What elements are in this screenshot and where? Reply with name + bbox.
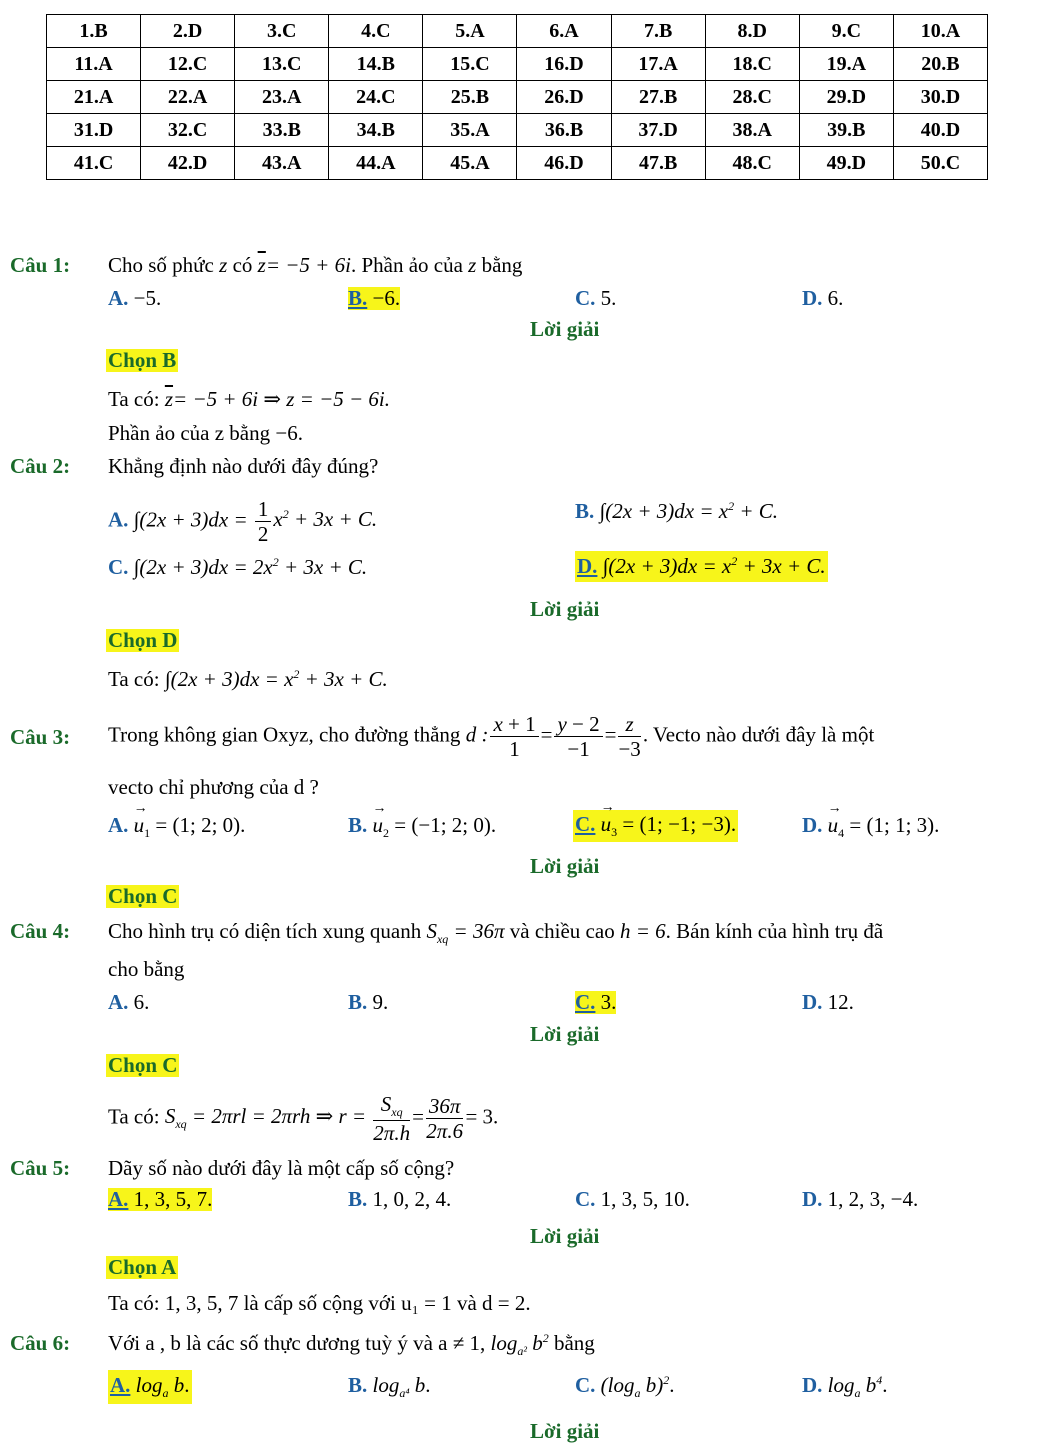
option-c-correct: C. 3. (575, 990, 617, 1014)
solution-line: Ta có: $\int(2x + 3)dx = x^2 + 3x + C$. (108, 667, 388, 691)
q1-var-z: z (219, 253, 228, 277)
answer-cell: 11.A (47, 48, 141, 81)
answer-cell: 1.B (47, 15, 141, 48)
answer-cell: 30.D (893, 81, 987, 114)
answer-cell: 14.B (329, 48, 423, 81)
question-label: Câu 2: (10, 454, 71, 478)
solution-line: Phần ảo của z bằng −6. (108, 421, 303, 445)
question-label: Câu 5: (10, 1156, 71, 1180)
answer-cell: 6.A (517, 15, 611, 48)
answer-row (47, 15, 988, 48)
answer-cell: 21.A (47, 81, 141, 114)
question-4-text-cont: cho bằng (108, 957, 185, 981)
option-d-correct: D. $\int(2x + 3)dx = x^2 + 3x + C$. (575, 551, 828, 582)
option-c: C. 5. (575, 286, 617, 310)
option-d: D. 6. (802, 286, 844, 310)
solution-heading: Lời giải (530, 1419, 600, 1443)
answer-cell: 32.C (141, 114, 235, 147)
answer-cell: 16.D (517, 48, 611, 81)
answer-cell: 12.C (141, 48, 235, 81)
question-1-text: Cho số phức z có $\overline{z}= -5 + 6i$. Phần ảo của z bằng (108, 253, 523, 277)
answer-cell: 26.D (517, 81, 611, 114)
answer-cell: 10.A (893, 15, 987, 48)
q1-text-b: có (232, 253, 253, 277)
option-c: C. ($\log_a$ b)$^2$. (575, 1373, 675, 1401)
option-a: A. 6. (108, 990, 150, 1014)
answer-cell: 27.B (611, 81, 705, 114)
option-d: D. 12. (802, 990, 854, 1014)
answer-cell: 2.D (141, 15, 235, 48)
answer-cell: 24.C (329, 81, 423, 114)
option-a: A. ∫(2x + 3)dx = $\frac{1}{2}$ $x^2 + 3x + C$. (108, 497, 378, 547)
solution-line: Ta có: $S_{xq} = 2\pi rl = 2\pi rh$ ⇒ r = $\frac{S_{xq}}{2\pi.h}$ = $\frac{36\pi}{2\pi.6}$ = 3. (108, 1092, 499, 1145)
option-d: D. → $u_4 = (1$; 1; 3). (802, 814, 939, 840)
solution-heading: Lời giải (530, 854, 600, 878)
answer-cell: 9.C (799, 15, 893, 48)
answer-cell: 35.A (423, 114, 517, 147)
answer-cell: 19.A (799, 48, 893, 81)
q1-text-d: bằng (481, 253, 523, 277)
question-label: Câu 3: (10, 725, 71, 749)
answer-row (47, 81, 988, 114)
solution-heading: Lời giải (530, 597, 600, 621)
answer-cell: 25.B (423, 81, 517, 114)
answer-cell: 49.D (799, 147, 893, 180)
solution-line: Ta có: 1, 3, 5, 7 là cấp số cộng với u₁ = 1 và d = 2. (108, 1291, 531, 1315)
question-label: Câu 1: (10, 253, 71, 277)
question-4-text: Cho hình trụ có diện tích xung quanh $S_{xq} = 36\pi$ và chiều cao h = 6. Bán kính của hình trụ đã (108, 919, 884, 947)
question-label: Câu 6: (10, 1331, 71, 1355)
answer-cell: 4.C (329, 15, 423, 48)
question-3-text: Trong không gian Oxyz, cho đường thẳng d : $\frac{x + 1}{1}$ = $\frac{y - 2}{-1}$ = $\frac{z}{-3}$ . Vecto nào dưới đây là một (108, 712, 875, 762)
solution-heading: Lời giải (530, 1022, 600, 1046)
option-b-correct: B. −6. (348, 286, 401, 310)
answer-cell: 13.C (235, 48, 329, 81)
answer-row (47, 48, 988, 81)
option-b: B. → $u_2 = (-1$; 2; 0). (348, 814, 496, 840)
answer-key-table (46, 14, 988, 180)
option-a: A. −5. (108, 286, 162, 310)
answer-cell: 37.D (611, 114, 705, 147)
answer-cell: 45.A (423, 147, 517, 180)
answer-cell: 28.C (705, 81, 799, 114)
question-2-text: Khẳng định nào dưới đây đúng? (108, 454, 379, 478)
question-6-text: Với a , b là các số thực dương tuỳ ý và a ≠ 1, $\log_{a^2} b^2$ bằng (108, 1331, 595, 1359)
option-a-correct: A. 1, 3, 5, 7. (108, 1187, 213, 1211)
answer-cell: 22.A (141, 81, 235, 114)
answer-cell: 41.C (47, 147, 141, 180)
solution-line: Ta có: $\overline{z}= -5 + 6i$ ⇒ z = −5 − 6i. (108, 387, 390, 411)
option-a-correct: A. $\log_a b$. (108, 1370, 192, 1404)
answer-row (47, 147, 988, 180)
option-c: C. 1, 3, 5, 10. (575, 1187, 690, 1211)
answer-cell: 7.B (611, 15, 705, 48)
answer-cell: 38.A (705, 114, 799, 147)
answer-cell: 5.A (423, 15, 517, 48)
answer-row (47, 114, 988, 147)
question-3-text-cont: vecto chỉ phương của d ? (108, 775, 319, 799)
answer-cell: 20.B (893, 48, 987, 81)
answer-cell: 46.D (517, 147, 611, 180)
answer-cell: 29.D (799, 81, 893, 114)
solution-heading: Lời giải (530, 1224, 600, 1248)
answer-cell: 39.B (799, 114, 893, 147)
answer-cell: 31.D (47, 114, 141, 147)
option-a: A. → $u_1 = (1$; 2; 0). (108, 814, 245, 840)
answer-cell: 36.B (517, 114, 611, 147)
answer-cell: 33.B (235, 114, 329, 147)
answer-cell: 17.A (611, 48, 705, 81)
q1-text-a: Cho số phức (108, 253, 214, 277)
answer-cell: 40.D (893, 114, 987, 147)
answer-cell: 8.D (705, 15, 799, 48)
question-label: Câu 4: (10, 919, 71, 943)
chosen-answer: Chọn C (108, 884, 178, 908)
q1-text-c: . Phần ảo của (350, 253, 463, 277)
answer-cell: 48.C (705, 147, 799, 180)
answer-cell: 42.D (141, 147, 235, 180)
option-c: C. $\int(2x + 3)dx = 2x^2 + 3x + C$. (108, 555, 368, 579)
answer-cell: 23.A (235, 81, 329, 114)
q1-eq: = −5 + 6i (265, 253, 351, 277)
question-1 (10, 254, 70, 277)
answer-cell: 43.A (235, 147, 329, 180)
chosen-answer: Chọn A (108, 1255, 177, 1279)
answer-cell: 15.C (423, 48, 517, 81)
question-5-text: Dãy số nào dưới đây là một cấp số cộng? (108, 1156, 455, 1180)
answer-cell: 18.C (705, 48, 799, 81)
answer-cell: 47.B (611, 147, 705, 180)
option-b: B. 9. (348, 990, 389, 1014)
option-b: B. 1, 0, 2, 4. (348, 1187, 452, 1211)
answer-cell: 50.C (893, 147, 987, 180)
option-d: D. $\log_a b^4$. (802, 1373, 888, 1401)
option-b: B. $\int(2x + 3)dx = x^2 + C$. (575, 499, 778, 523)
chosen-answer: Chọn C (108, 1053, 178, 1077)
answer-cell: 3.C (235, 15, 329, 48)
answer-cell: 34.B (329, 114, 423, 147)
option-b: B. $\log_{a^4} b$. (348, 1373, 431, 1401)
solution-heading: Lời giải (530, 317, 600, 341)
option-d: D. 1, 2, 3, −4. (802, 1187, 919, 1211)
answer-cell: 44.A (329, 147, 423, 180)
option-c-correct: C. → $u_3 = (1$; −1; −3). (573, 810, 738, 842)
chosen-answer: Chọn B (108, 348, 177, 372)
chosen-answer: Chọn D (108, 628, 178, 652)
